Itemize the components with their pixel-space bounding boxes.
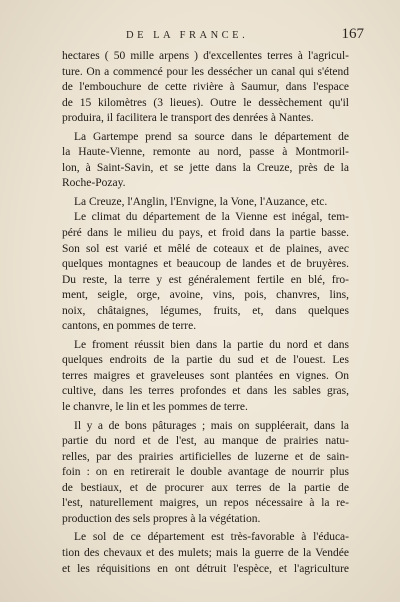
- text-line: foin : on en retirerait le double avantage de nourrir plus: [62, 466, 349, 479]
- text-line: l'est, naturellement maigres, un repos nécessaire à la re-: [62, 497, 349, 510]
- text-line: de l'embouchure de cette rivière à Saumur, dans l'espace: [62, 81, 349, 94]
- text-line: tion des chevaux et des mulets; mais la guerre de la Vendée: [62, 546, 349, 559]
- text-line: de bestiaux, et de procurer aux terres de la partie de: [62, 481, 349, 494]
- body-text: [62, 49, 349, 577]
- page-header: [60, 28, 364, 46]
- text-line: Du reste, la terre y est généralement fertile en blé, fro-: [62, 273, 349, 286]
- text-line: Le sol de ce département est très-favorable à l'éduca-: [74, 531, 349, 544]
- text-line: relles, par des prairies artificielles de luzerne et de sain-: [62, 450, 349, 463]
- text-line: La Creuze, l'Anglin, l'Envigne, la Vone, l'Auzance, etc.: [74, 195, 328, 208]
- text-line: Le froment réussit bien dans la partie du nord et dans: [74, 338, 349, 351]
- text-line: production des sels propres à la végétation.: [62, 512, 261, 525]
- text-line: noix, châtaignes, légumes, fruits, et, dans quelques: [62, 304, 349, 317]
- text-line: hectares ( 50 mille arpens ) d'excellentes terres à l'agricul-: [62, 50, 349, 62]
- text-line: partie du nord et de l'est, au manque de prairies natu-: [62, 435, 349, 448]
- running-title: DE LA FRANCE.: [126, 30, 249, 41]
- text-line: quelques endroits de la partie du sud et de l'ouest. Les: [62, 354, 349, 367]
- text-line: Il y a de bons pâturages ; mais on suppléerait, dans la: [74, 419, 349, 432]
- text-line: de 15 kilomètres (3 lieues). Outre le dessèchement qu'il: [62, 96, 349, 109]
- text-line: et les réquisitions en ont détruit l'espèce, et l'agriculture: [62, 562, 349, 575]
- text-line: cultive, dans les terres profondes et dans les sables gras,: [62, 385, 349, 398]
- page-number: 167: [341, 26, 364, 42]
- text-line: La Gartempe prend sa source dans le département de: [74, 130, 349, 143]
- text-line: péré dans le milieu du pays, et froid dans la partie basse.: [62, 227, 349, 240]
- text-line: Son sol est varié et mêlé de coteaux et de plaines, avec: [62, 242, 349, 255]
- text-line: le chanvre, le lin et les pommes de terre.: [62, 401, 248, 414]
- text-line: ment, seigle, orge, avoine, vins, pois, chanvres, lins,: [62, 289, 349, 302]
- text-line: la Haute-Vienne, remonte au nord, passe à Montmoril-: [62, 146, 349, 159]
- text-line: ture. On a commencé pour les dessécher un canal qui s'étend: [62, 65, 349, 78]
- text-line: Roche-Pozay.: [62, 177, 126, 190]
- text-line: cantons, en pommes de terre.: [62, 320, 197, 333]
- text-line: lon, à Saint-Savin, et se jette dans la Creuze, près de la: [62, 161, 349, 174]
- text-line: produira, il facilitera le transport des denrées à Nantes.: [62, 112, 314, 125]
- text-line: Le climat du département de la Vienne est inégal, tem-: [74, 211, 349, 224]
- text-line: terres maigres et graveleuses sont plantées en vignes. On: [62, 369, 349, 382]
- text-line: quelques montagnes et beaucoup de landes et de bruyères.: [62, 258, 349, 271]
